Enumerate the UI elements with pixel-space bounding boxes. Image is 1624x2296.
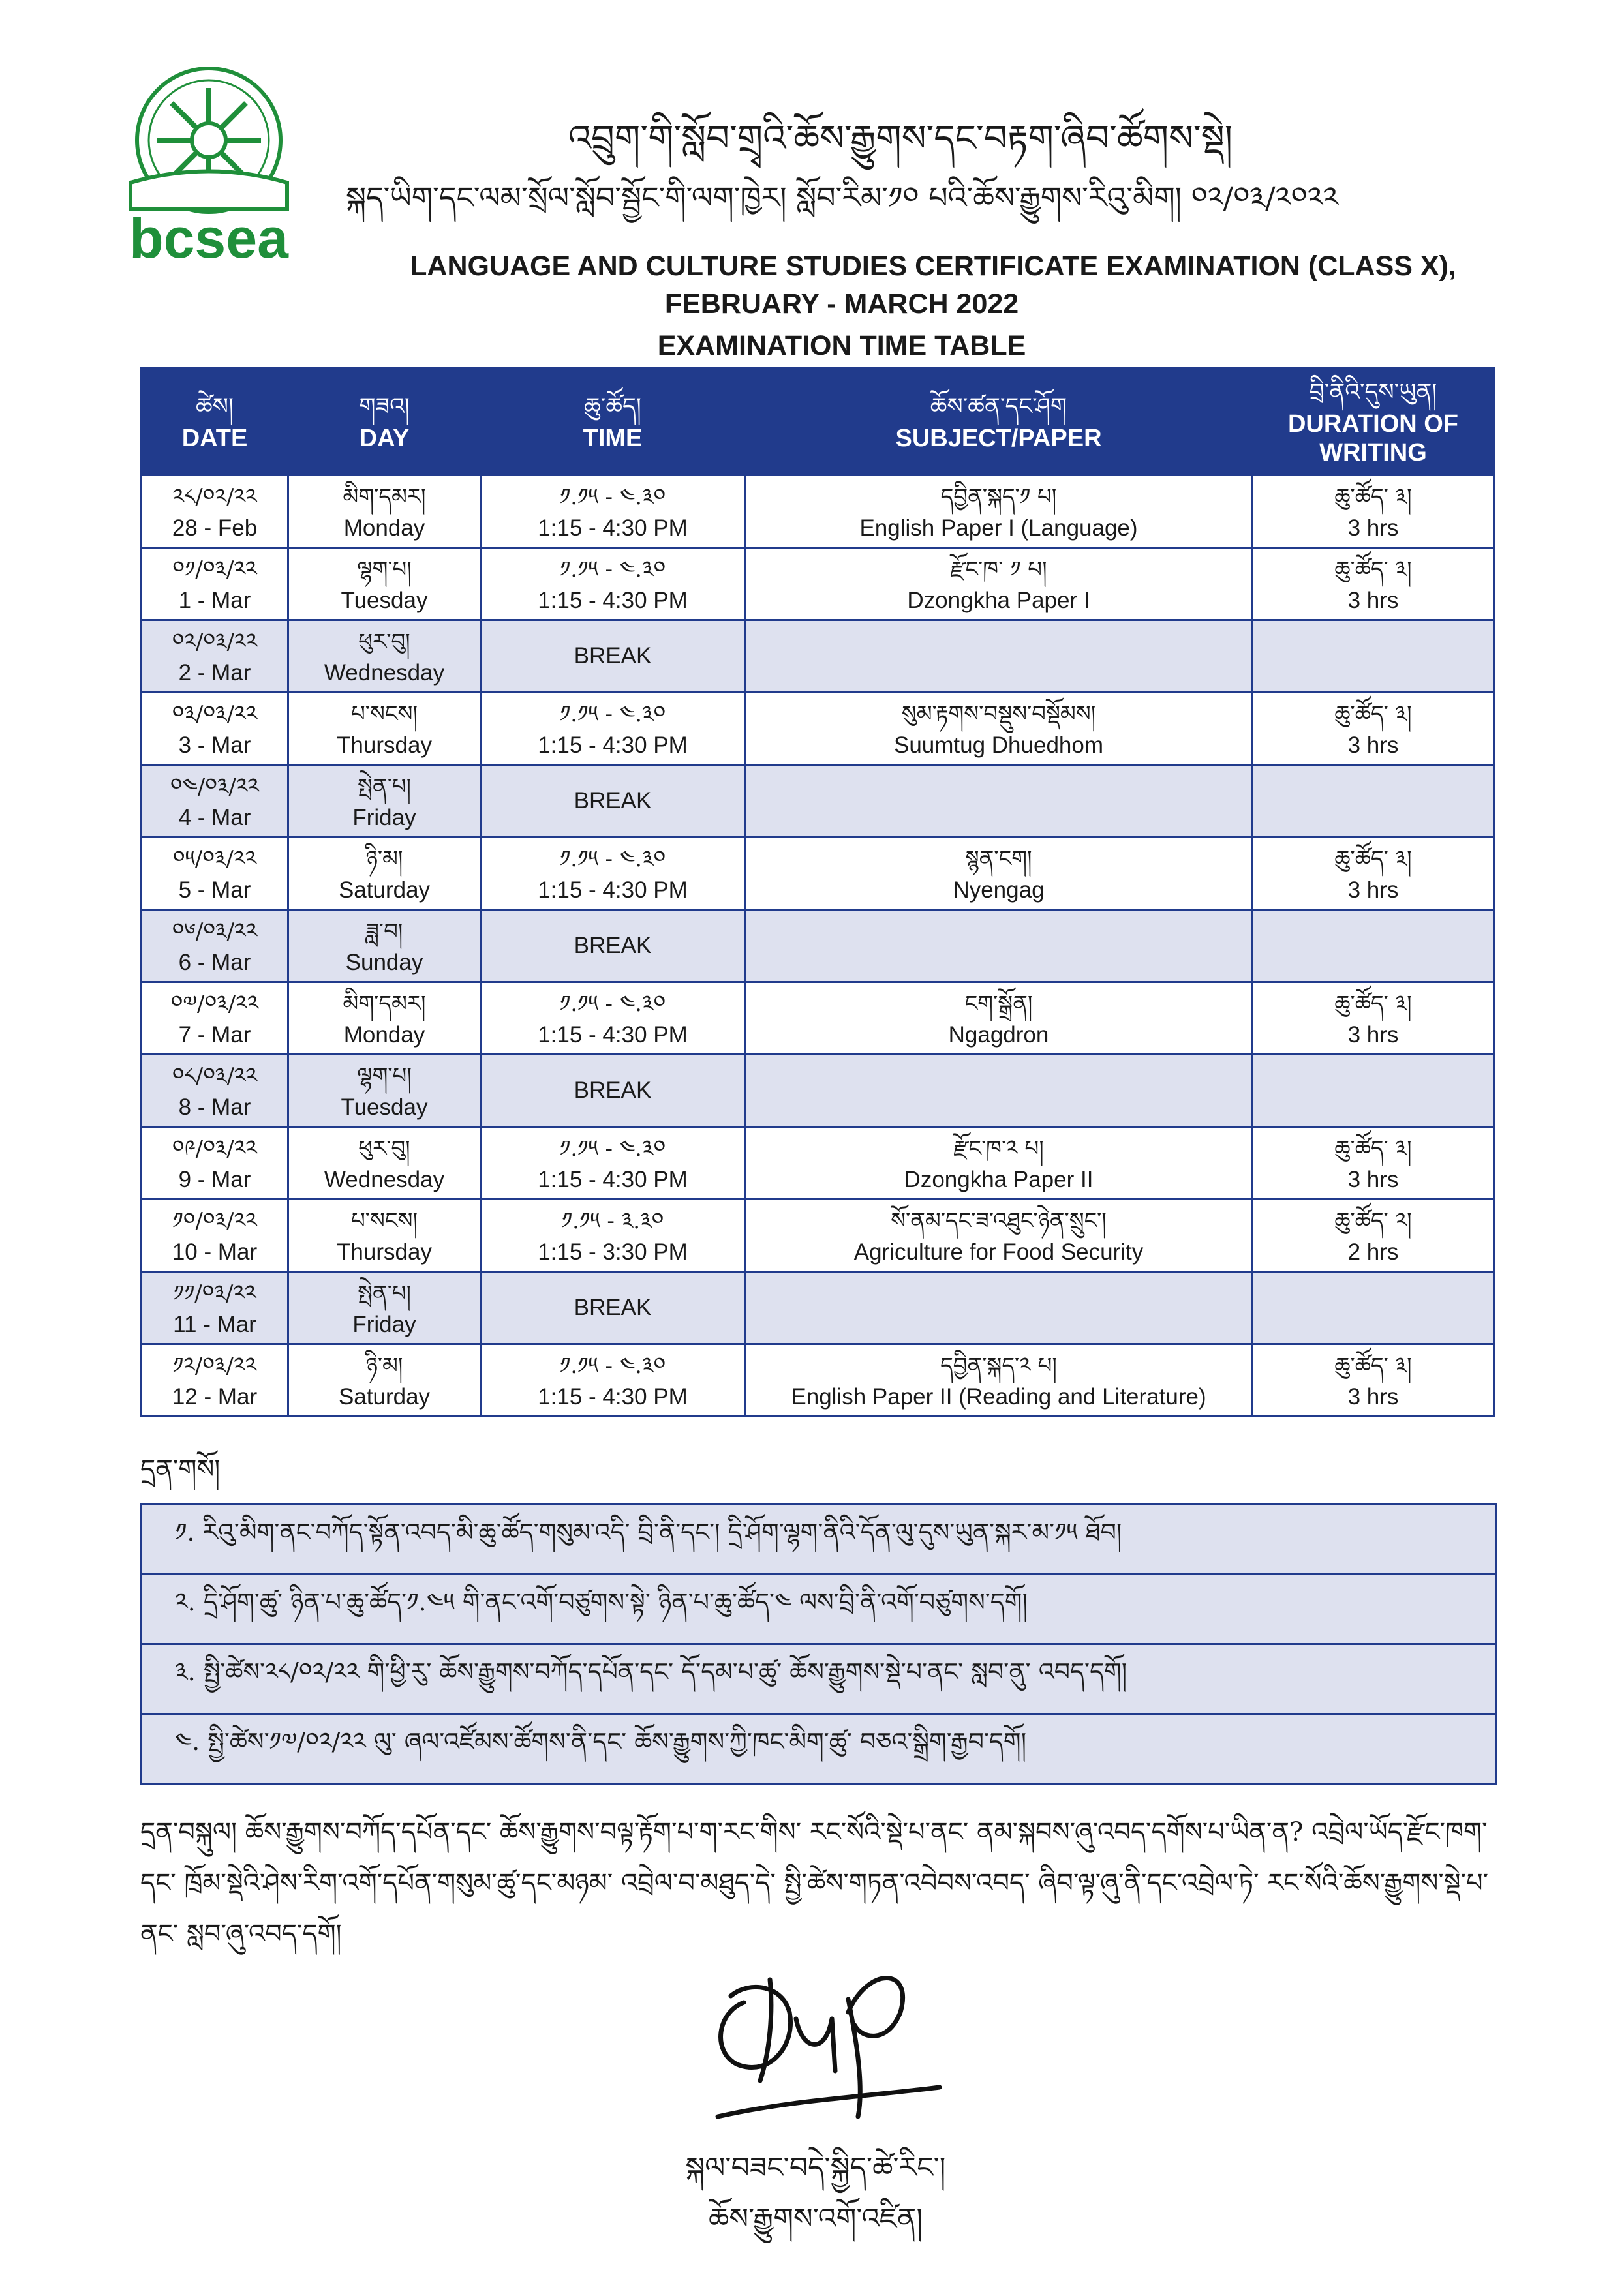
subject-cell (745, 1272, 1253, 1344)
subject-cell: ངག་སྒྲོན། Ngagdron (745, 982, 1253, 1055)
duration-cell: ཆུ་ཚོད་ ༣། 3 hrs (1253, 1127, 1494, 1200)
duration-cell: ཆུ་ཚོད་ ༣། 3 hrs (1253, 838, 1494, 910)
day-cell: ལྷག་པ། Tuesday (288, 1055, 481, 1127)
note-item: ༢. དྲི་ཤོག་ཚུ་ ཉིན་པ་ཆུ་ཚོད་༡.༤༥ གི་ནང་འགོ་བཙུགས་སྟེ་ ཉིན་པ་ཆུ་ཚོད་༤ ལས་བྲི་ནི་འགོ་བཙུགས་དགོ། (142, 1575, 1495, 1645)
table-row (142, 693, 1494, 765)
time-cell: BREAK (481, 1272, 745, 1344)
logo-text: bcsea (129, 207, 288, 270)
tibetan-org-name: འབྲུག་གི་སློབ་གྲྭའི་ཆོས་རྒྱུགས་དང་བརྟག་ཞིབ་ཚོགས་སྡེ། (568, 117, 1233, 160)
subject-cell: སྙན་ངག། Nyengag (745, 838, 1253, 910)
day-cell: ཕུར་བུ། Wednesday (288, 620, 481, 693)
subject-cell: རྫོང་ཁ་༢ པ། Dzongkha Paper II (745, 1127, 1253, 1200)
duration-cell (1253, 1055, 1494, 1127)
date-cell: ༠༤/༠༣/༢༢ 4 - Mar (142, 765, 288, 838)
duration-cell: ཆུ་ཚོད་ ༣། 3 hrs (1253, 982, 1494, 1055)
table-row (142, 548, 1494, 620)
table-row (142, 838, 1494, 910)
subject-cell (745, 620, 1253, 693)
table-row (142, 982, 1494, 1055)
date-cell: ༠༥/༠༣/༢༢ 5 - Mar (142, 838, 288, 910)
date-cell: ༡༡/༠༣/༢༢ 11 - Mar (142, 1272, 288, 1344)
exam-period: FEBRUARY - MARCH 2022 (664, 288, 1019, 320)
notes-label: དྲན་གསོ། (140, 1455, 221, 1485)
date-cell: ༡༠/༠༣/༢༢ 10 - Mar (142, 1200, 288, 1272)
date-cell: ༡༢/༠༣/༢༢ 12 - Mar (142, 1344, 288, 1417)
table-row (142, 1272, 1494, 1344)
time-cell: BREAK (481, 620, 745, 693)
exam-timetable (140, 367, 1495, 1417)
signature (692, 1941, 966, 2136)
date-cell: ༠༡/༠༣/༢༢ 1 - Mar (142, 548, 288, 620)
date-cell: ༢༨/༠༢/༢༢ 28 - Feb (142, 476, 288, 548)
time-cell: ༡.༡༥ - ༤.༣༠ 1:15 - 4:30 PM (481, 548, 745, 620)
header-date: ཚེས། DATE (142, 368, 288, 476)
day-cell: ལྷག་པ། Tuesday (288, 548, 481, 620)
time-cell: ༡.༡༥ - ༤.༣༠ 1:15 - 4:30 PM (481, 838, 745, 910)
note-item: ༣. སྤྱི་ཚེས་༢༨/༠༢/༢༢ གི་ཕྱི་རུ་ ཆོས་རྒྱུགས་བཀོད་དཔོན་དང་ དོ་དམ་པ་ཚུ་ ཆོས་རྒྱུགས་སྡེ་པ་ནང་ སླབ་ནུ་ འབད་དགོ། (142, 1645, 1495, 1715)
table-row (142, 1344, 1494, 1417)
date-cell: ༠༧/༠༣/༢༢ 7 - Mar (142, 982, 288, 1055)
day-cell: ཟླ་བ། Sunday (288, 910, 481, 982)
duration-cell: ཆུ་ཚོད་ ༢། 2 hrs (1253, 1200, 1494, 1272)
day-cell: མིག་དམར། Monday (288, 476, 481, 548)
duration-cell (1253, 1272, 1494, 1344)
header-time: ཆུ་ཚོད། TIME (481, 368, 745, 476)
time-cell: ༡.༡༥ - ༤.༣༠ 1:15 - 4:30 PM (481, 1127, 745, 1200)
duration-cell: ཆུ་ཚོད་ ༣། 3 hrs (1253, 476, 1494, 548)
time-cell: ༡.༡༥ - ༣.༣༠ 1:15 - 3:30 PM (481, 1200, 745, 1272)
date-cell: ༠༣/༠༣/༢༢ 3 - Mar (142, 693, 288, 765)
time-cell: BREAK (481, 910, 745, 982)
date-cell: ༠༨/༠༣/༢༢ 8 - Mar (142, 1055, 288, 1127)
note-item: ༡. རིའུ་མིག་ནང་བཀོད་སྟོན་འབད་མི་ཆུ་ཚོད་གསུམ་འདི་ བྲི་ནི་དང་། དྲི་ཤོག་ལྷག་ནིའི་དོན་ལུ་དུས་ཡུན་སྐར་མ་༡༥ ཐོབ། (142, 1505, 1495, 1575)
subject-cell (745, 910, 1253, 982)
subject-cell: རྫོང་ཁ་ ༡ པ། Dzongkha Paper I (745, 548, 1253, 620)
duration-cell (1253, 620, 1494, 693)
subject-cell: དབྱིན་སྐད་༡ པ། English Paper I (Language) (745, 476, 1253, 548)
duration-cell: ཆུ་ཚོད་ ༣། 3 hrs (1253, 1344, 1494, 1417)
date-cell: ༠༦/༠༣/༢༢ 6 - Mar (142, 910, 288, 982)
table-row (142, 620, 1494, 693)
subject-cell: སུམ་རྟགས་བསྡུས་བསྡོམས། Suumtug Dhuedhom (745, 693, 1253, 765)
duration-cell (1253, 910, 1494, 982)
duration-cell: ཆུ་ཚོད་ ༣། 3 hrs (1253, 548, 1494, 620)
header-subject: ཆོས་ཚན་དང་ཤོག SUBJECT/PAPER (745, 368, 1253, 476)
table-header-row (142, 368, 1494, 476)
timetable-title: EXAMINATION TIME TABLE (657, 330, 1026, 361)
table-row (142, 1055, 1494, 1127)
header-day: གཟའ། DAY (288, 368, 481, 476)
subject-cell: དབྱིན་སྐད་༢ པ། English Paper II (Reading and Literature) (745, 1344, 1253, 1417)
duration-cell (1253, 765, 1494, 838)
subject-cell (745, 765, 1253, 838)
day-cell: མིག་དམར། Monday (288, 982, 481, 1055)
reminder-paragraph: དྲན་བསྐུལ། ཆོས་རྒྱུགས་བཀོད་དཔོན་དང་ ཆོས་རྒྱུགས་བལྟ་རྟོག་པ་ག་རང་གིས་ རང་སོའི་སྡེ་པ་ནང་ ནམ་སྐབས་ཞུ་འབད་དགོས་པ་ཡིན་ན? འབྲེལ་ཡོད་རྫོང་ཁག་དང་ ཁྲོམ་སྡེའི་ཤེས་རིག་འགོ་དཔོན་གསུམ་ཚུ་དང་མཉམ་ འབྲེལ་བ་མཐུད་དེ་ སྤྱི་ཚེས་གཏན་འབེབས་འབད་ ཞིབ་ལྟ་ཞུ་ནི་དང་འབྲེལ་ཏེ་ རང་སོའི་ཆོས་རྒྱུགས་སྡེ་པ་ནང་ སླབ་ཞུ་འབད་དགོ། (140, 1817, 1489, 1949)
time-cell: ༡.༡༥ - ༤.༣༠ 1:15 - 4:30 PM (481, 1344, 745, 1417)
time-cell: ༡.༡༥ - ༤.༣༠ 1:15 - 4:30 PM (481, 982, 745, 1055)
day-cell: སྤེན་པ། Friday (288, 1272, 481, 1344)
time-cell: BREAK (481, 1055, 745, 1127)
time-cell: ༡.༡༥ - ༤.༣༠ 1:15 - 4:30 PM (481, 476, 745, 548)
notes-box (140, 1503, 1497, 1785)
subject-cell (745, 1055, 1253, 1127)
day-cell: ཕུར་བུ། Wednesday (288, 1127, 481, 1200)
table-row (142, 1200, 1494, 1272)
time-cell: ༡.༡༥ - ༤.༣༠ 1:15 - 4:30 PM (481, 693, 745, 765)
header-duration: བྲི་ནིའི་དུས་ཡུན། DURATION OF WRITING (1253, 368, 1494, 476)
date-cell: ༠༢/༠༣/༢༢ 2 - Mar (142, 620, 288, 693)
note-item: ༤. སྤྱི་ཚེས་༡༧/༠༢/༢༢ ལུ་ ཞལ་འཛོམས་ཚོགས་ནི་དང་ ཆོས་རྒྱུགས་ཀྱི་ཁང་མིག་ཚུ་ བཅའ་སྒྲིག་རྒྱབ་དགོ། (175, 1727, 1027, 1756)
day-cell: པ་སངས། Thursday (288, 1200, 481, 1272)
duration-cell: ཆུ་ཚོད་ ༣། 3 hrs (1253, 693, 1494, 765)
table-row (142, 1127, 1494, 1200)
signatory-title: ཆོས་རྒྱུགས་འགོ་འཛིན། (709, 2202, 923, 2235)
time-cell: BREAK (481, 765, 745, 838)
exam-title: LANGUAGE AND CULTURE STUDIES CERTIFICATE EXAMINATION (CLASS X), (410, 250, 1456, 282)
subject-cell: སོ་ནམ་དང་ཟ་འཐུང་ཉེན་སྲུང་། Agriculture for Food Security (745, 1200, 1253, 1272)
signatory-name: སྐལ་བཟང་བདེ་སྐྱིད་ཚེ་རིང་། (685, 2151, 946, 2184)
tibetan-exam-title: སྐད་ཡིག་དང་ལམ་སྲོལ་སློབ་སྦྱོང་གི་ལག་ཁྱེར། སློབ་རིམ་༡༠ པའི་ཆོས་རྒྱུགས་རིའུ་མིག། ༠༢/༠༣/༢༠༢༢ (346, 180, 1339, 215)
bcsea-logo (111, 62, 326, 271)
day-cell: སྤེན་པ། Friday (288, 765, 481, 838)
table-row (142, 765, 1494, 838)
table-row (142, 910, 1494, 982)
date-cell: ༠༩/༠༣/༢༢ 9 - Mar (142, 1127, 288, 1200)
day-cell: ཉི་མ། Saturday (288, 838, 481, 910)
table-row (142, 476, 1494, 548)
day-cell: ཉི་མ། Saturday (288, 1344, 481, 1417)
day-cell: པ་སངས། Thursday (288, 693, 481, 765)
